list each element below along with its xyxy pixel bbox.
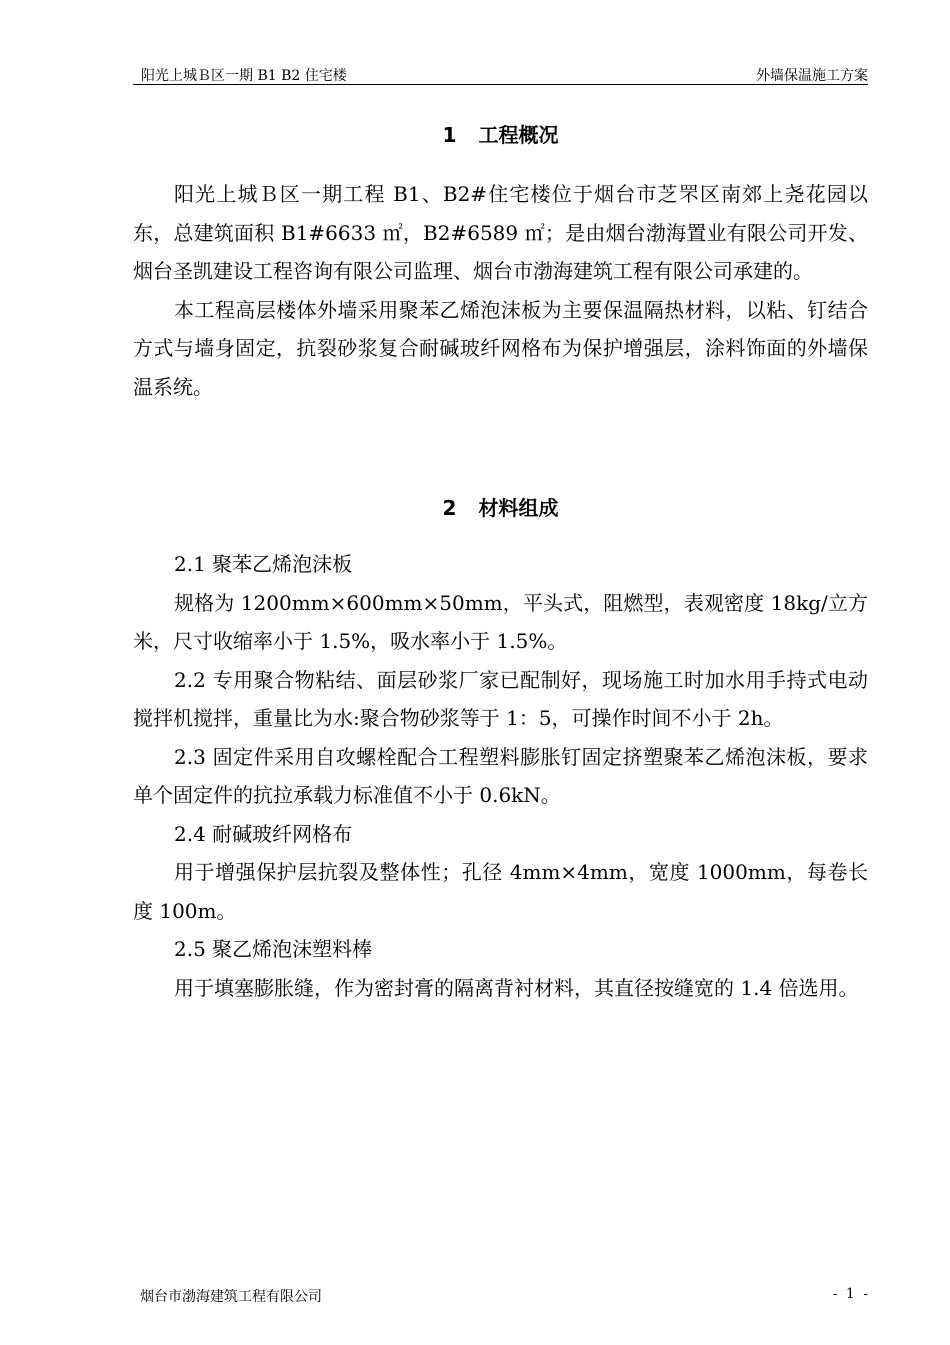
subsection-heading: 2.1 聚苯乙烯泡沫板 [174,552,353,576]
document-body [133,115,868,1007]
section-2-heading [133,488,868,528]
subsection-heading: 2.5 聚乙烯泡沫塑料棒 [174,937,373,961]
section-2-title: 材料组成 [478,496,559,520]
paragraph: 规格为 1200mm×600mm×50mm，平头式，阻燃型，表观密度 18kg/立方米，尺寸收缩率小于 1.5%，吸水率小于 1.5%。 [133,590,868,653]
section-1-number: 1 [442,123,457,147]
paragraph: 阳光上城Ｂ区一期工程 B1、B2#住宅楼位于烟台市芝罘区南郊上尧花园以东，总建筑面积 B1#6633 ㎡，B2#6589 ㎡；是由烟台渤海置业有限公司开发、烟台圣凯建设工程咨询有限公司监理、烟台市渤海建筑工程有限公司承建的。 [133,182,868,283]
paragraph: 2.2 专用聚合物粘结、面层砂浆厂家已配制好，现场施工时加水用手持式电动搅拌机搅拌，重量比为水:聚合物砂浆等于 1：5，可操作时间不小于 2h。 [133,667,868,730]
paragraph: 用于填塞膨胀缝，作为密封膏的隔离背衬材料，其直径按缝宽的 1.4 倍选用。 [174,975,859,1000]
paragraph: 用于增强保护层抗裂及整体性；孔径 4mm×4mm，宽度 1000mm，每卷长度 100m。 [133,860,868,923]
page-number: - 1 - [832,1286,870,1302]
paragraph: 2.3 固定件采用自攻螺栓配合工程塑料膨胀钉固定挤塑聚苯乙烯泡沫板，要求单个固定件的抗拉承载力标准值不小于 0.6kN。 [133,744,868,807]
header-document-title: 外墙保温施工方案 [756,68,868,84]
page-header [133,62,868,85]
section-1-title: 工程概况 [478,123,559,147]
subsection-heading: 2.4 耐碱玻纤网格布 [174,821,353,846]
paragraph: 本工程高层楼体外墙采用聚苯乙烯泡沫板为主要保温隔热材料，以粘、钉结合方式与墙身固定，抗裂砂浆复合耐碱玻纤网格布为保护增强层，涂料饰面的外墙保温系统。 [133,297,868,399]
footer-company: 烟台市渤海建筑工程有限公司 [140,1289,322,1305]
section-1-heading [133,115,868,155]
header-project-name: 阳光上城Ｂ区一期 B1 B2 住宅楼 [141,68,347,84]
section-2-number: 2 [442,496,457,520]
